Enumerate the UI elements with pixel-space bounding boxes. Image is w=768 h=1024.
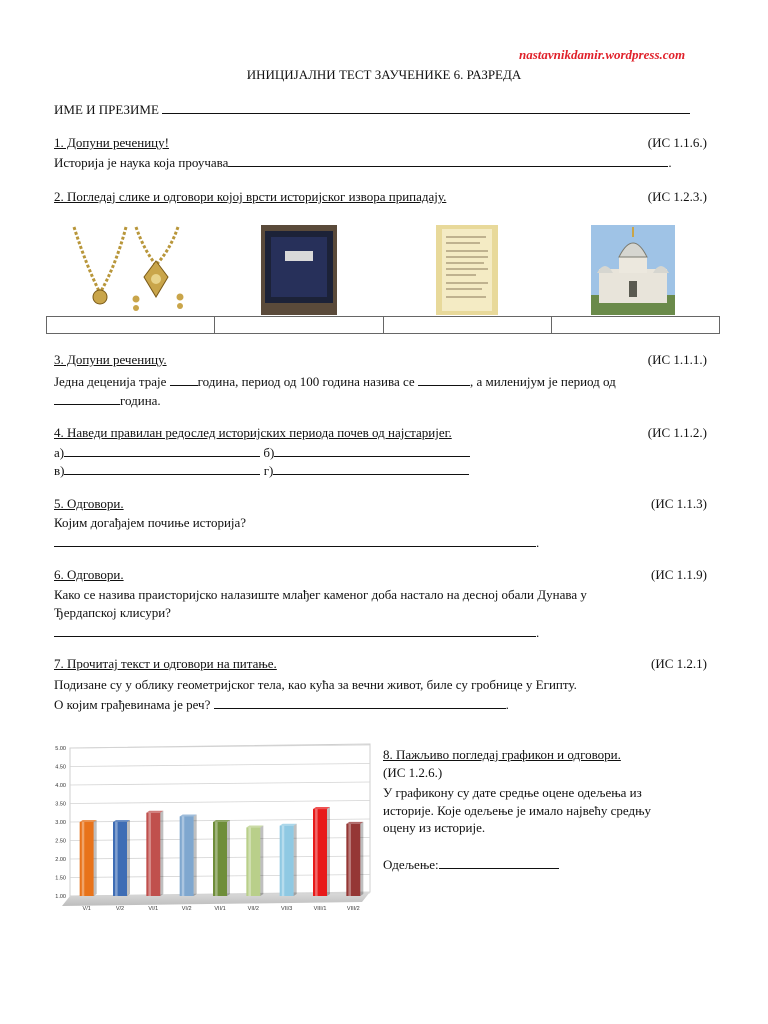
q4-field-a[interactable] [64, 444, 260, 457]
q5-end: . [536, 535, 540, 550]
chart-bar [113, 820, 130, 896]
y-tick-label: 1.00 [55, 894, 66, 900]
q6-heading: 6. Одговори. [54, 567, 124, 582]
chart-bar [180, 814, 197, 896]
x-tick-label: VI/2 [181, 906, 192, 912]
q4-field-b[interactable] [274, 444, 470, 457]
q6-end: . [536, 625, 540, 640]
y-tick-label: 3.00 [55, 820, 66, 826]
x-tick-label: VII/3 [281, 906, 293, 912]
chart-bar [246, 826, 263, 896]
q1-answer-field[interactable] [228, 154, 668, 167]
q2-code: (ИС 1.2.3.) [647, 189, 707, 204]
q4-label-v: в) [54, 463, 65, 478]
q3-text-c: , а миленијум је период од [469, 374, 616, 389]
q8-answer-field[interactable] [439, 856, 559, 869]
x-tick-label: V/1 [82, 906, 91, 912]
document-image [436, 225, 498, 315]
q3-millennium-field[interactable] [54, 392, 120, 405]
q7-text-1: Подизане су у облику геометријског тела, као кућа за вечни живот, биле су гробнице у Египту. [54, 677, 577, 692]
q4-label-g: г) [263, 463, 274, 478]
x-tick-label: VII/2 [247, 906, 259, 912]
name-label: ИМЕ И ПРЕЗИМЕ [54, 102, 159, 117]
q6-row [54, 624, 539, 641]
y-tick-label: 2.00 [55, 857, 66, 863]
q3-text-b: година, период од 100 година назива се [197, 374, 418, 389]
x-tick-label: V/2 [115, 906, 125, 912]
name-field[interactable] [162, 101, 690, 114]
x-tick-label: VIII/1 [313, 906, 327, 912]
q8-text-2: историје. Које одељење је имало највећу средњу [383, 803, 652, 818]
q5-code: (ИС 1.1.3) [651, 496, 707, 511]
x-tick-label: VI/1 [148, 906, 159, 912]
chart-bar [80, 820, 97, 896]
q8-answer-label: Одељење: [383, 857, 439, 872]
chart-bar [213, 820, 230, 896]
x-tick-label: VII/1 [214, 906, 226, 912]
q3-text-a: Једна деценија траје [54, 374, 170, 389]
x-tick-label: VIII/2 [346, 906, 360, 912]
source-answer-box-3[interactable] [384, 317, 552, 333]
y-tick-label: 3.50 [55, 801, 66, 808]
chart-bar [280, 824, 297, 896]
grades-chart [46, 742, 376, 912]
q3-text-d: година. [120, 393, 161, 408]
q1-code: (ИС 1.1.6.) [647, 135, 707, 150]
necklace-image [66, 225, 186, 315]
q1-text: Историја је наука која проучава [54, 155, 229, 170]
q3-century-field[interactable] [418, 373, 470, 386]
q8-text-3: оцену из историје. [383, 820, 486, 835]
q7-end: . [505, 697, 509, 712]
q4-field-v[interactable] [64, 462, 260, 475]
q4-heading: 4. Наведи правилан редослед историјских периода почев од најстаријег. [54, 425, 452, 440]
q3-row2 [54, 392, 161, 409]
q1-end: . [668, 155, 672, 170]
q7-answer-field[interactable] [214, 696, 506, 709]
q8-heading: 8. Пажљиво погледај графикон и одговори. [383, 747, 621, 762]
q6-text-1: Како се назива праисторијско налазиште млађег каменог доба настало на десној обали Дунава у [54, 587, 587, 602]
page-title: ИНИЦИЈАЛНИ ТЕСТ ЗАУЧЕНИКЕ 6. РАЗРЕДА [246, 67, 522, 82]
y-tick-label: 4.50 [55, 764, 66, 771]
source-answer-box-4[interactable] [552, 317, 719, 333]
q5-answer-field[interactable] [54, 534, 536, 547]
chart-bar [146, 811, 163, 896]
website-watermark: nastavnikdamir.wordpress.com [519, 47, 686, 62]
q8-answer-row [383, 856, 559, 873]
source-answer-box-1[interactable] [47, 317, 215, 333]
q2-heading: 2. Погледај слике и одговори којој врсти историјског извора припадају. [54, 189, 447, 204]
y-tick-label: 1.50 [55, 875, 66, 882]
q6-answer-field[interactable] [54, 624, 536, 637]
q6-text-2: Ђердапској клисури? [54, 605, 171, 620]
y-tick-label: 4.00 [55, 783, 66, 789]
y-tick-label: 5.00 [55, 746, 66, 752]
q5-row [54, 534, 539, 551]
church-image [591, 225, 675, 315]
q4-label-a: а) [54, 445, 65, 460]
chart-bar [346, 822, 363, 896]
q7-text-2: О којим грађевинама је реч? [54, 697, 211, 712]
source-answer-box-2[interactable] [215, 317, 383, 333]
q1-heading: 1. Допуни реченицу! [54, 135, 169, 150]
name-row [54, 101, 690, 118]
q4-row1 [54, 444, 470, 461]
bar-chart [46, 742, 376, 912]
q4-code: (ИС 1.1.2.) [647, 425, 707, 440]
q8-text-1: У графикону су дате средње оцене одељења из [383, 785, 642, 800]
book-image [261, 225, 337, 315]
q3-heading: 3. Допуни реченицу. [54, 352, 167, 367]
q4-row2 [54, 462, 469, 479]
q1-row [54, 154, 672, 171]
y-tick-label: 2.50 [55, 838, 66, 845]
q3-decade-field[interactable] [170, 373, 198, 386]
q4-label-b: б) [263, 445, 275, 460]
q7-row [54, 696, 509, 713]
q5-heading: 5. Одговори. [54, 496, 124, 511]
chart-bar [313, 807, 330, 896]
q3-row1 [54, 373, 616, 390]
q4-field-g[interactable] [273, 462, 469, 475]
q7-heading: 7. Прочитај текст и одговори на питање. [54, 656, 277, 671]
q7-code: (ИС 1.2.1) [651, 656, 707, 671]
q6-code: (ИС 1.1.9) [651, 567, 707, 582]
q3-code: (ИС 1.1.1.) [647, 352, 707, 367]
q8-code: (ИС 1.2.6.) [383, 765, 443, 780]
q5-text: Којим догађајем почиње историја? [54, 515, 247, 530]
source-type-answer-boxes [46, 316, 720, 334]
